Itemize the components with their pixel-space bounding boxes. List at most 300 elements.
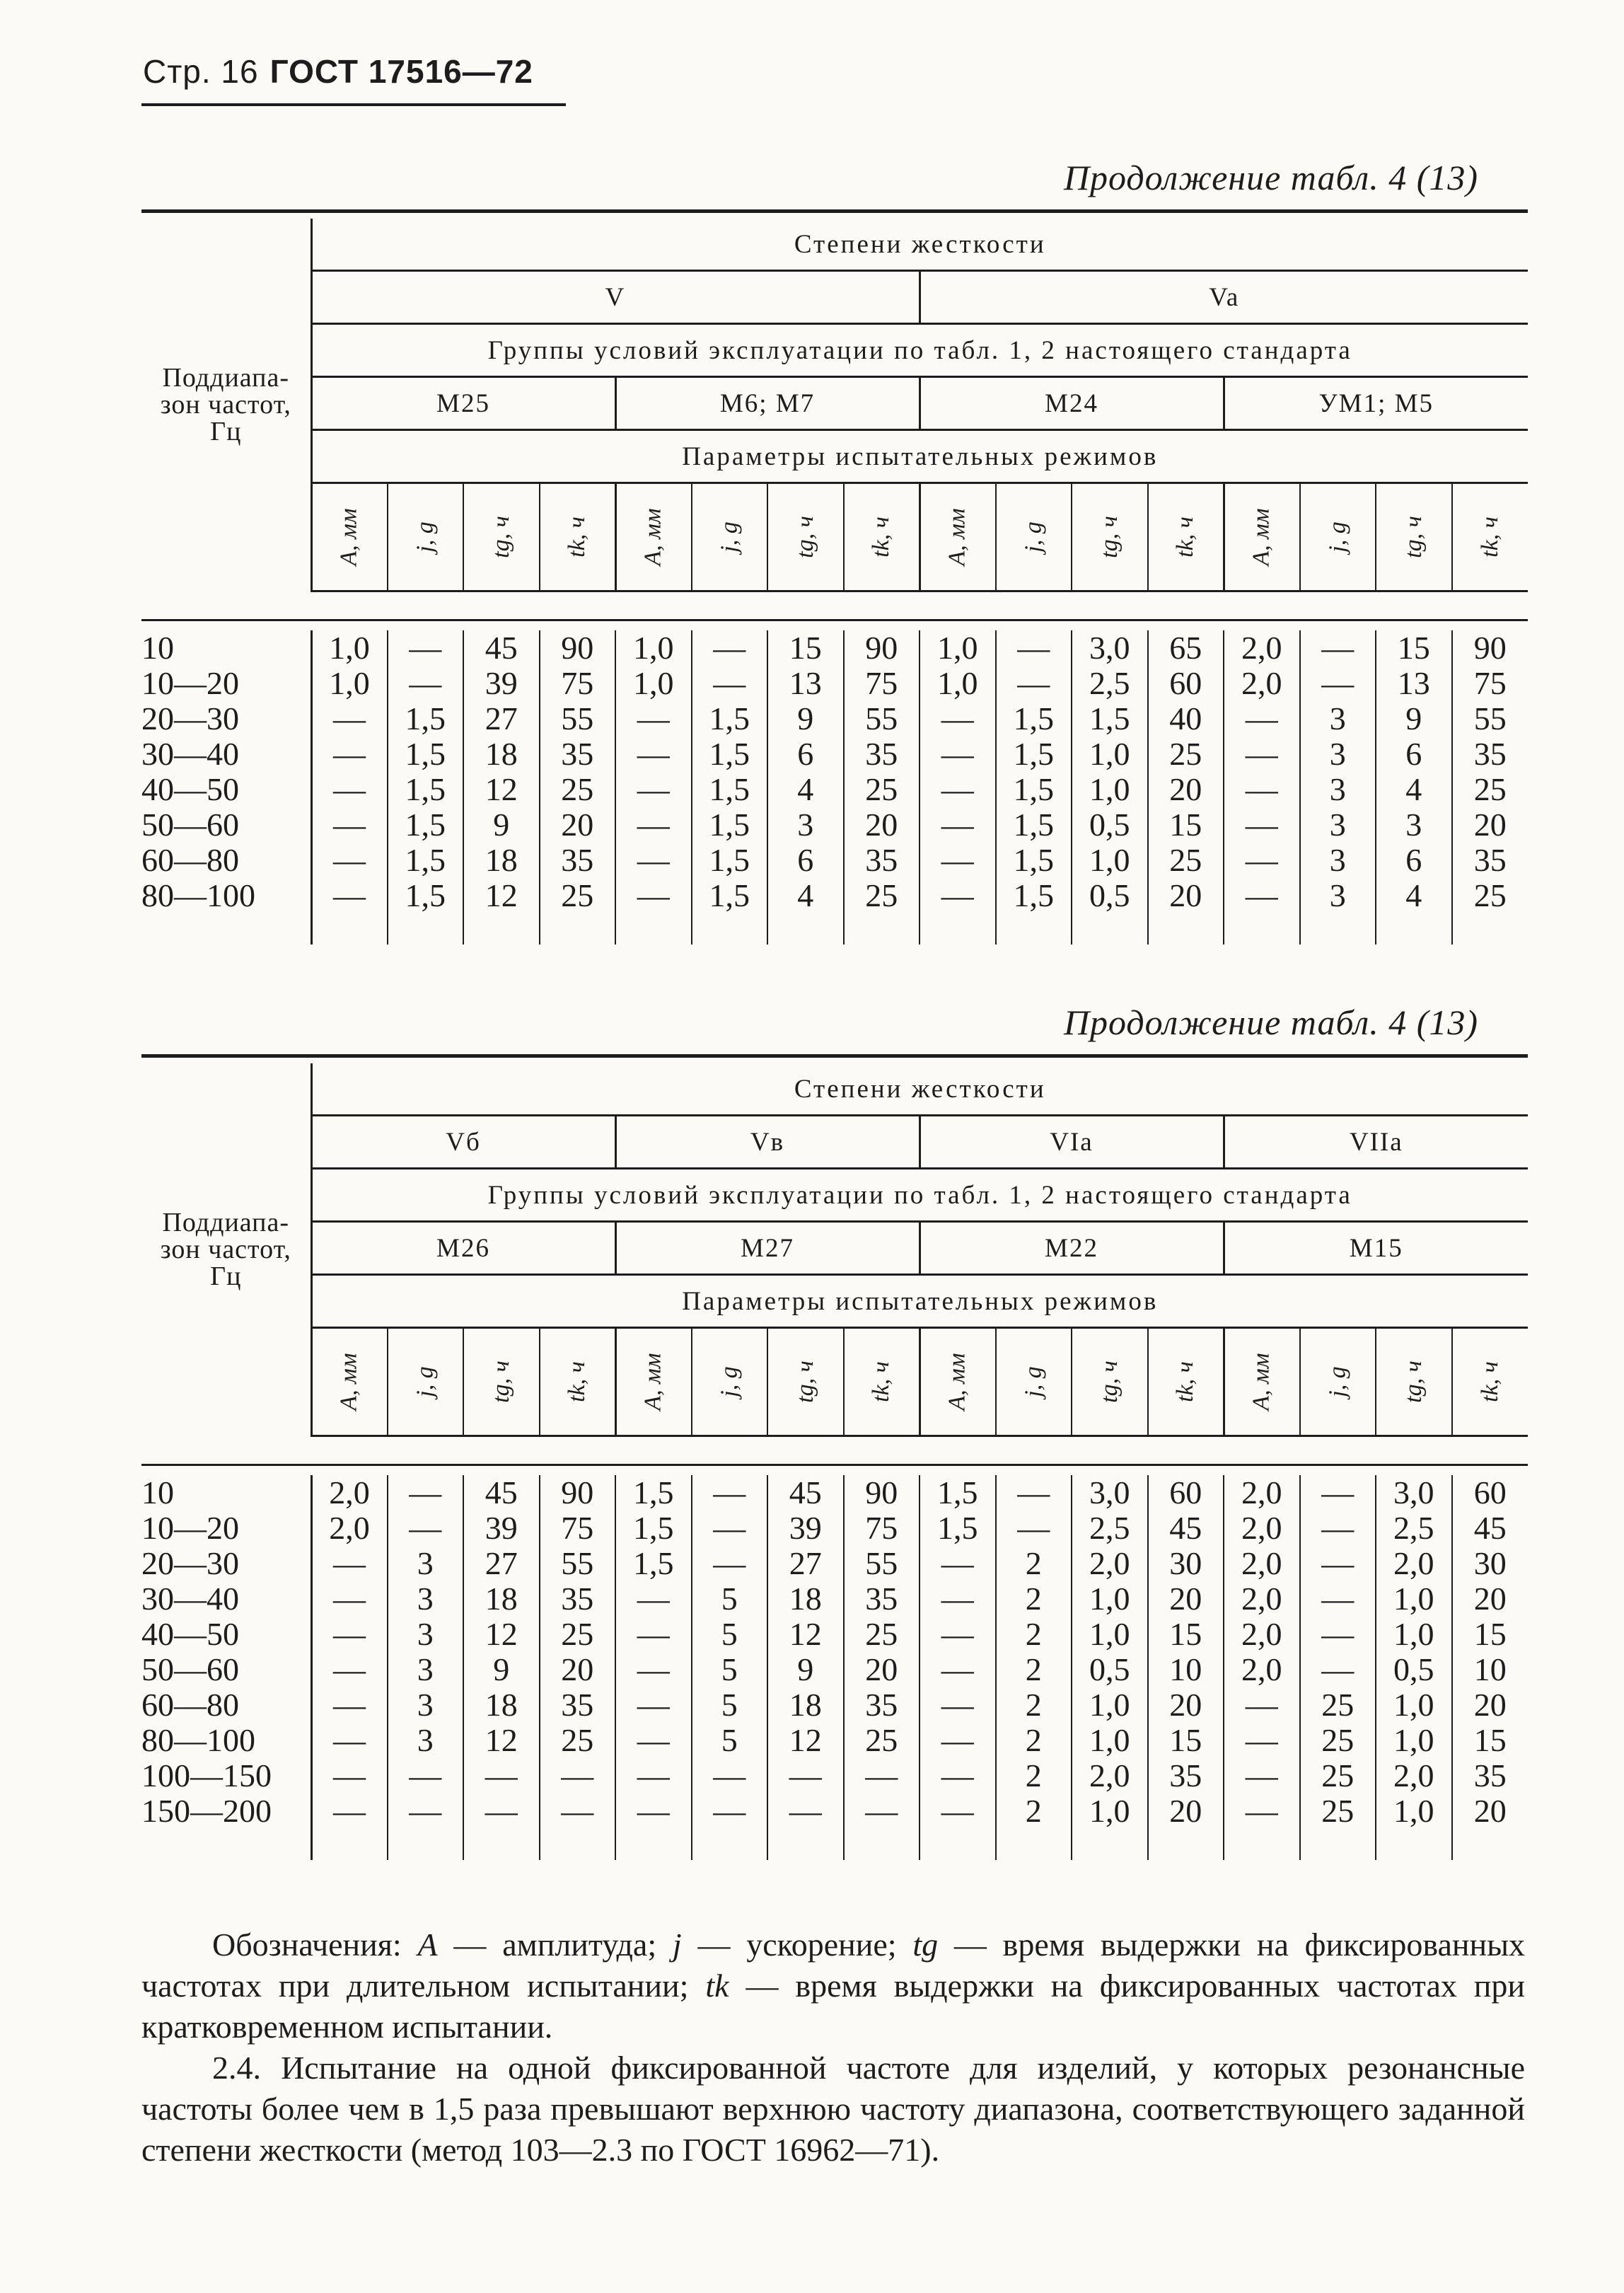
table-cell: 2,0 [1224, 666, 1300, 701]
table2-severity-2: Vв [615, 1116, 920, 1169]
table-cell: — [692, 1511, 768, 1546]
frequency-range: 30—40 [141, 737, 311, 772]
frequency-range: 10 [141, 1475, 311, 1511]
table1 [141, 209, 1528, 945]
table-cell: 25 [1300, 1723, 1376, 1758]
table-row [141, 666, 1528, 701]
table-cell: 2 [996, 1723, 1072, 1758]
table-cell: — [540, 1794, 616, 1829]
table-cell: — [692, 666, 768, 701]
table-cell: 1,5 [388, 701, 464, 737]
table-cell: 1,5 [996, 843, 1072, 878]
table1-groups-title: Группы условий эксплуатации по табл. 1, 2 настоящего стандарта [311, 324, 1528, 377]
table-cell: 2,0 [1224, 1546, 1300, 1581]
table-cell: 25 [540, 878, 616, 913]
table-cell: 3 [388, 1581, 464, 1617]
table-cell: — [615, 878, 692, 913]
page-header [143, 52, 533, 91]
table-cell: 2,0 [311, 1475, 388, 1511]
table-cell: — [1300, 630, 1376, 666]
table-row [141, 1617, 1528, 1652]
table2-severity-title: Степени жесткости [311, 1063, 1528, 1116]
frequency-range: 20—30 [141, 1546, 311, 1581]
table-cell: 30 [1148, 1546, 1224, 1581]
table-cell: 55 [540, 701, 616, 737]
t2-param-header: A, мм [615, 1328, 692, 1436]
notes-section [141, 1924, 1525, 2171]
table-cell: 20 [1148, 1794, 1224, 1829]
table-cell: 1,0 [1072, 843, 1148, 878]
table-cell: 2,0 [1224, 1475, 1300, 1511]
t1-param-header: tg, ч [1072, 483, 1148, 591]
table-cell: — [1224, 878, 1300, 913]
table-cell: 3 [1300, 737, 1376, 772]
table-cell: — [615, 1758, 692, 1794]
table-cell: 35 [1473, 735, 1507, 772]
table-cell: — [540, 1758, 616, 1794]
table-cell: — [692, 630, 768, 666]
table2-severity-3: VIa [920, 1116, 1224, 1169]
standard-number: ГОСТ 17516—72 [269, 53, 533, 90]
table-cell: 2,0 [1376, 1758, 1452, 1794]
table-cell: 2,0 [1072, 1758, 1148, 1794]
table-cell: 18 [463, 1687, 540, 1723]
table-cell: 20 [1148, 1581, 1224, 1617]
table2-groups-title: Группы условий эксплуатации по табл. 1, 2 настоящего стандарта [311, 1169, 1528, 1222]
table-cell: — [1224, 843, 1300, 878]
table-cell: 35 [1473, 841, 1507, 878]
table2-params-title: Параметры испытательных режимов [311, 1275, 1528, 1328]
table-cell: — [1224, 1794, 1300, 1829]
table-cell: 4 [767, 772, 844, 807]
table-cell: 1,5 [692, 843, 768, 878]
frequency-range: 20—30 [141, 701, 311, 737]
table-cell: 75 [1473, 664, 1507, 701]
table2 [141, 1054, 1528, 1860]
table2-group-3: М22 [920, 1222, 1224, 1275]
table-cell: 90 [1473, 629, 1507, 666]
table-cell: 2,0 [1224, 1652, 1300, 1687]
table-cell: 20 [844, 807, 920, 843]
table1-severity-title: Степени жесткости [311, 219, 1528, 271]
table-cell: 18 [463, 1581, 540, 1617]
table-cell: 25 [844, 1617, 920, 1652]
table-cell: 1,0 [311, 666, 388, 701]
table-cell: — [920, 737, 996, 772]
table-cell: 2 [996, 1546, 1072, 1581]
table-cell: 1,0 [311, 630, 388, 666]
table-cell: — [692, 1546, 768, 1581]
table-cell: 3,0 [1376, 1475, 1452, 1511]
table-cell: 39 [463, 666, 540, 701]
table-row [141, 843, 1528, 878]
table-cell: — [1224, 772, 1300, 807]
table-cell: 2,0 [1072, 1546, 1148, 1581]
table-cell: 20 [1148, 1687, 1224, 1723]
table-cell: 1,5 [615, 1475, 692, 1511]
table2-group-2: М27 [615, 1222, 920, 1275]
table1-group-2: М6; М7 [615, 377, 920, 430]
table-cell: 3 [767, 807, 844, 843]
table-cell: — [615, 843, 692, 878]
table-cell: — [388, 1475, 464, 1511]
table-cell: — [311, 701, 388, 737]
table-cell: 25 [540, 1723, 616, 1758]
t2-param-header: j, g [1300, 1328, 1376, 1436]
table-cell: 2,5 [1072, 666, 1148, 701]
table-cell: 2,0 [1376, 1546, 1452, 1581]
t1-param-header: tg, ч [767, 483, 844, 591]
table-cell: 90 [844, 1475, 920, 1511]
table-cell: 35 [844, 1687, 920, 1723]
table-cell: 1,5 [615, 1511, 692, 1546]
table1-params-title: Параметры испытательных режимов [311, 430, 1528, 483]
table-cell: 25 [1300, 1758, 1376, 1794]
table-cell: — [311, 1581, 388, 1617]
table-row [141, 1581, 1528, 1617]
table-cell: 27 [463, 1546, 540, 1581]
table-cell: — [388, 630, 464, 666]
t2-param-header: A, мм [311, 1328, 388, 1436]
table-cell: — [311, 1794, 388, 1829]
table-cell: 45 [463, 630, 540, 666]
table-cell: — [615, 807, 692, 843]
table-cell: 30 [1473, 1544, 1507, 1581]
table-cell: 25 [844, 1723, 920, 1758]
table-cell: 10 [1148, 1652, 1224, 1687]
table-cell: 2 [996, 1617, 1072, 1652]
table-cell: 1,0 [1072, 772, 1148, 807]
table-cell: 5 [692, 1723, 768, 1758]
t1-param-header: tk, ч [844, 483, 920, 591]
table-cell: — [920, 772, 996, 807]
table-cell: — [388, 1511, 464, 1546]
table-cell: — [615, 1652, 692, 1687]
table-cell: 1,0 [1376, 1723, 1452, 1758]
table-cell: 35 [1148, 1758, 1224, 1794]
table-cell: 75 [540, 666, 616, 701]
table-cell: 45 [767, 1475, 844, 1511]
table-cell: 20 [1148, 878, 1224, 913]
table-cell: 35 [540, 843, 616, 878]
table-cell: 2,5 [1376, 1511, 1452, 1546]
table-cell: 1,5 [1072, 701, 1148, 737]
table-cell: — [1224, 701, 1300, 737]
table-cell: — [1300, 1475, 1376, 1511]
frequency-range: 50—60 [141, 807, 311, 843]
table-cell: — [615, 1723, 692, 1758]
legend-paragraph: Обозначения: A — амплитуда; j — ускорение; tg — время выдержки на фиксированных частотах при длительном испытании; tk — время выдержки на фиксированных частотах при кратковременном испытании. [141, 1927, 1526, 2045]
table-cell: 15 [1148, 807, 1224, 843]
table-cell: 1,5 [388, 772, 464, 807]
table-cell: 25 [1300, 1794, 1376, 1829]
table-cell: 0,5 [1072, 1652, 1148, 1687]
table-cell: — [920, 1758, 996, 1794]
table-cell: — [844, 1758, 920, 1794]
table-cell: — [311, 807, 388, 843]
table-row [141, 1652, 1528, 1687]
table-cell: 4 [767, 878, 844, 913]
table-cell: 2 [996, 1687, 1072, 1723]
table-cell: 60 [1148, 1475, 1224, 1511]
table-cell: 35 [844, 1581, 920, 1617]
table-cell: — [311, 1723, 388, 1758]
table-cell: 1,0 [1072, 1794, 1148, 1829]
table-cell: — [311, 878, 388, 913]
table-cell: 4 [1376, 772, 1452, 807]
t2-param-header: tk, ч [1452, 1328, 1529, 1436]
table-cell: — [311, 1546, 388, 1581]
table-cell: 1,0 [920, 666, 996, 701]
t2-param-header: tg, ч [1072, 1328, 1148, 1436]
table-cell: 1,5 [996, 701, 1072, 737]
table-cell: — [463, 1794, 540, 1829]
table-cell: — [311, 1652, 388, 1687]
table1-severity-V: V [311, 271, 920, 324]
frequency-range: 10—20 [141, 1511, 311, 1546]
table-cell: 3 [1300, 772, 1376, 807]
t1-param-header: A, мм [311, 483, 388, 591]
table-cell: 3 [1300, 701, 1376, 737]
table-cell: 3 [388, 1617, 464, 1652]
table-cell: — [920, 1546, 996, 1581]
table1-group-1: М25 [311, 377, 615, 430]
table-cell: 0,5 [1072, 878, 1148, 913]
table-cell: — [311, 1758, 388, 1794]
table-row [141, 630, 1528, 666]
table-cell: 75 [540, 1511, 616, 1546]
table-cell: 90 [540, 630, 616, 666]
table-cell: — [920, 1723, 996, 1758]
table-cell: 9 [463, 807, 540, 843]
page-number: Стр. 16 [143, 53, 259, 90]
table-cell: 1,5 [388, 878, 464, 913]
table-cell: 4 [1376, 878, 1452, 913]
table-cell: 2,0 [1224, 1581, 1300, 1617]
frequency-range: 80—100 [141, 878, 311, 913]
table-cell: 15 [1473, 1615, 1507, 1652]
frequency-range: 80—100 [141, 1723, 311, 1758]
table-cell: 20 [1473, 1792, 1507, 1829]
table-cell: — [1300, 1546, 1376, 1581]
table-cell: — [311, 843, 388, 878]
table-cell: 3 [1376, 807, 1452, 843]
table2-severity-1: Vб [311, 1116, 615, 1169]
table-cell: 12 [767, 1723, 844, 1758]
table-cell: 5 [692, 1687, 768, 1723]
table-row [141, 737, 1528, 772]
table-cell: — [920, 1581, 996, 1617]
table-cell: 45 [463, 1475, 540, 1511]
table-cell: 65 [1148, 630, 1224, 666]
table-cell: 18 [463, 737, 540, 772]
table-cell: — [920, 807, 996, 843]
table-cell: 12 [463, 878, 540, 913]
table-cell: — [615, 1794, 692, 1829]
table-cell: — [1300, 666, 1376, 701]
table-cell: 1,5 [615, 1546, 692, 1581]
table-cell: — [692, 1758, 768, 1794]
table-cell: 3 [388, 1546, 464, 1581]
table-cell: 1,0 [1376, 1581, 1452, 1617]
table2-group-4: М15 [1224, 1222, 1528, 1275]
table-cell: 75 [844, 666, 920, 701]
table-cell: 45 [1148, 1511, 1224, 1546]
table-row [141, 1687, 1528, 1723]
table-cell: 1,5 [996, 878, 1072, 913]
table-cell: 1,5 [692, 878, 768, 913]
frequency-range: 100—150 [141, 1758, 311, 1794]
table-cell: 1,5 [692, 807, 768, 843]
table-cell: — [920, 701, 996, 737]
table-cell: — [767, 1794, 844, 1829]
table-cell: 15 [767, 630, 844, 666]
table-cell: 25 [1148, 843, 1224, 878]
clause-2-4: 2.4. Испытание на одной фиксированной частоте для изделий, у которых резонансные частоты более чем в 1,5 раза превышают верхнюю частоту диапазона, соответствующего заданной степени жесткости (метод 103—2.3 по ГОСТ 16962—71). [141, 2050, 1525, 2168]
table-cell: — [1300, 1652, 1376, 1687]
table-cell: 2,0 [1224, 1511, 1300, 1546]
table-cell: 25 [540, 772, 616, 807]
table-cell: — [615, 1687, 692, 1723]
table-cell: 5 [692, 1652, 768, 1687]
table-cell: 90 [540, 1475, 616, 1511]
table-cell: 3 [388, 1652, 464, 1687]
table-cell: 60 [1148, 666, 1224, 701]
table-cell: 20 [1473, 1580, 1507, 1617]
table-cell: 18 [767, 1581, 844, 1617]
table-cell: 1,0 [1072, 1723, 1148, 1758]
table-row [141, 878, 1528, 913]
table-cell: 13 [1376, 666, 1452, 701]
table-cell: — [996, 666, 1072, 701]
table-cell: 35 [844, 843, 920, 878]
table-cell: 35 [844, 737, 920, 772]
table-cell: 1,0 [1072, 1617, 1148, 1652]
frequency-range: 150—200 [141, 1794, 311, 1829]
table-row [141, 772, 1528, 807]
frequency-range: 40—50 [141, 1617, 311, 1652]
table-cell: — [920, 1794, 996, 1829]
frequency-range: 30—40 [141, 1581, 311, 1617]
table-cell: 18 [767, 1687, 844, 1723]
table-cell: 3 [388, 1723, 464, 1758]
table-cell: 5 [692, 1581, 768, 1617]
table-cell: 55 [844, 1546, 920, 1581]
table-cell: 1,5 [996, 807, 1072, 843]
table-cell: — [463, 1758, 540, 1794]
table-cell: 2,0 [1224, 630, 1300, 666]
table-cell: — [615, 1617, 692, 1652]
t2-param-header: tk, ч [844, 1328, 920, 1436]
table-cell: — [388, 666, 464, 701]
table-cell: 1,5 [692, 737, 768, 772]
table1-group-3: М24 [920, 377, 1224, 430]
table-cell: — [1224, 807, 1300, 843]
table-cell: — [996, 1475, 1072, 1511]
header-rule [141, 103, 566, 106]
table-cell: 3 [1300, 807, 1376, 843]
table2-stub-header: Поддиапа- зон частот, Гц [141, 1063, 311, 1436]
table-row [141, 701, 1528, 737]
t1-param-header: tk, ч [540, 483, 616, 591]
table-cell: 12 [767, 1617, 844, 1652]
table-cell: — [920, 878, 996, 913]
table-cell: 35 [1473, 1757, 1507, 1794]
table-cell: 35 [540, 737, 616, 772]
table-cell: — [388, 1794, 464, 1829]
table-cell: — [996, 1511, 1072, 1546]
table-cell: 40 [1148, 701, 1224, 737]
table-cell: 25 [1300, 1687, 1376, 1723]
table-cell: 25 [844, 772, 920, 807]
table-cell: 12 [463, 1617, 540, 1652]
table-cell: 12 [463, 772, 540, 807]
table-cell: — [615, 737, 692, 772]
table-cell: 9 [463, 1652, 540, 1687]
table-cell: 1,0 [1072, 1581, 1148, 1617]
table-cell: — [844, 1794, 920, 1829]
t2-param-header: tg, ч [767, 1328, 844, 1436]
table-cell: 20 [1148, 772, 1224, 807]
table-cell: 3 [388, 1687, 464, 1723]
table-cell: 10 [1473, 1651, 1507, 1687]
t1-param-header: j, g [1300, 483, 1376, 591]
table2-group-1: М26 [311, 1222, 615, 1275]
table-cell: 20 [844, 1652, 920, 1687]
table-cell: 55 [1473, 700, 1507, 737]
table-cell: 6 [1376, 737, 1452, 772]
table-cell: 9 [1376, 701, 1452, 737]
table2-severity-4: VIIa [1224, 1116, 1528, 1169]
t1-param-header: A, мм [920, 483, 996, 591]
table-cell: — [920, 1652, 996, 1687]
t1-param-header: tk, ч [1452, 483, 1529, 591]
table-cell: 25 [540, 1617, 616, 1652]
table-cell: 27 [767, 1546, 844, 1581]
table-cell: 1,5 [388, 807, 464, 843]
table-cell: 15 [1473, 1721, 1507, 1758]
table-cell: 1,0 [1376, 1617, 1452, 1652]
table-cell: 15 [1376, 630, 1452, 666]
table-cell: — [1300, 1617, 1376, 1652]
table1-group-4: УМ1; М5 [1224, 377, 1528, 430]
table-row [141, 1794, 1528, 1829]
table-cell: 20 [1473, 806, 1507, 843]
t1-param-header: j, g [692, 483, 768, 591]
table-cell: 0,5 [1376, 1652, 1452, 1687]
table-cell: 1,0 [615, 666, 692, 701]
t1-param-header: j, g [388, 483, 464, 591]
table-cell: 35 [540, 1687, 616, 1723]
table-cell: — [311, 1687, 388, 1723]
table-cell: 2,0 [1224, 1617, 1300, 1652]
table1-severity-Va: Va [920, 271, 1528, 324]
table-cell: — [1224, 737, 1300, 772]
t2-param-header: j, g [388, 1328, 464, 1436]
table-row [141, 807, 1528, 843]
table-cell: 2 [996, 1758, 1072, 1794]
table-cell: 1,5 [996, 737, 1072, 772]
t1-param-header: tg, ч [1376, 483, 1452, 591]
t2-param-header: A, мм [1224, 1328, 1300, 1436]
t1-param-header: A, мм [615, 483, 692, 591]
table-cell: 1,0 [920, 630, 996, 666]
table1-continuation-title: Продолжение табл. 4 (13) [1063, 158, 1478, 197]
table-cell: — [920, 1687, 996, 1723]
table-cell: — [692, 1794, 768, 1829]
t1-param-header: j, g [996, 483, 1072, 591]
table-cell: — [692, 1475, 768, 1511]
